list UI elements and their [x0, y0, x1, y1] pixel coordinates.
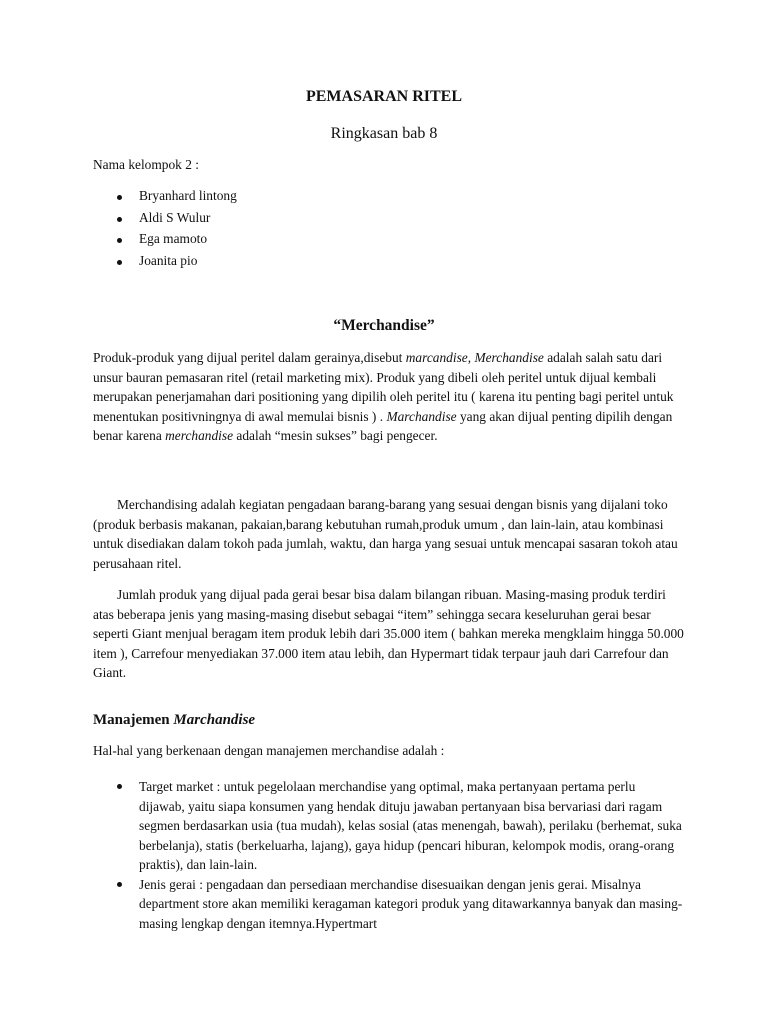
text-span: adalah “mesin sukses” bagi pengecer.	[233, 428, 438, 443]
heading-text: Manajemen	[93, 712, 174, 728]
italic-term: marcandise	[405, 350, 468, 365]
group-label: Nama kelompok 2 :	[93, 157, 199, 172]
text-span: ,	[467, 350, 475, 365]
list-item: Target market : untuk pegelolaan merchandise yang optimal, maka pertanyaan pertama perlu dijawab, yaitu siapa konsumen yang hendak dituju jawaban pertanyaan bisa bervariasi dari ragam segmen berdasarkan usia (tua mudah), kelas sosial (atas menengah, bawah), perilaku (berhemat, suka berbelanja), statis (berkeluarha, lajang), gaya hidup (pencari hiburan, kelompok modis, orang-orang praktis), dan lain-lain.	[93, 777, 683, 875]
text-span: Produk-produk yang dijual peritel dalam gerainya,disebut	[93, 350, 406, 365]
italic-term: Merchandise	[474, 350, 544, 365]
text-span: adalah salah satu dari unsur bauran pemasaran ritel (retail marketing mix). Produk yang dibeli oleh peritel untuk dijual kembali merupakan penerjamahan dari positioning yang dipilih oleh peritel itu ( karena itu penting bagi peritel untuk menentukan positivningnya di awal memulai bisnis ) .	[93, 350, 674, 424]
list-item: Bryanhard lintong	[93, 188, 237, 210]
list-item: Ega mamoto	[93, 231, 237, 253]
paragraph-merchandising: Merchandising adalah kegiatan pengadaan barang-barang yang sesuai dengan bisnis yang dijalani toko (produk berbasis makanan, pakaian,barang kebutuhan rumah,produk umum , dan lain-lain, atau kombinasi untuk disediakan dalam tokoh pada jumlah, waktu, dan harga yang sesuai untuk mencapai sasaran tokoh atau perusahaan ritel.	[93, 497, 678, 571]
list-item: Joanita pio	[93, 253, 237, 275]
list-item: Aldi S Wulur	[93, 210, 237, 232]
section-title: “Merchandise”	[333, 317, 435, 334]
document-subtitle: Ringkasan bab 8	[330, 125, 438, 142]
paragraph-merchandise-definition	[93, 348, 683, 446]
intro-text: Hal-hal yang berkenaan dengan manajemen merchandise adalah :	[93, 743, 445, 758]
management-list	[93, 777, 683, 933]
document-title: PEMASARAN RITEL	[305, 88, 462, 105]
section-heading	[93, 712, 255, 729]
member-list	[93, 188, 237, 274]
text-span: yang akan dijual penting dipilih dengan benar karena	[93, 408, 673, 443]
paragraph-product-count: Jumlah produk yang dijual pada gerai besar bisa dalam bilangan ribuan. Masing-masing produk terdiri atas beberapa jenis yang masing-masing disebut sebagai “item” sehingga secara keseluruhan gerai besar seperti Giant menjual beragam item produk lebih dari 35.000 item ( bahkan mereka mengklaim hingga 50.000 item ), Carrefour menyediakan 37.000 item atau lebih, dan Hypermart tidak terpaur jauh dari Carrefour dan Giant.	[93, 587, 684, 680]
list-item: Jenis gerai : pengadaan dan persediaan merchandise disesuaikan dengan jenis gerai. Misalnya department store akan memiliki keragaman kategori produk yang ditawarkannya banyak dan masing-masing lengkap dengan itemnya.Hypertmart	[93, 875, 683, 934]
heading-italic: Marchandise	[173, 712, 256, 728]
italic-term: merchandise	[165, 428, 234, 443]
italic-term: Marchandise	[386, 408, 457, 424]
